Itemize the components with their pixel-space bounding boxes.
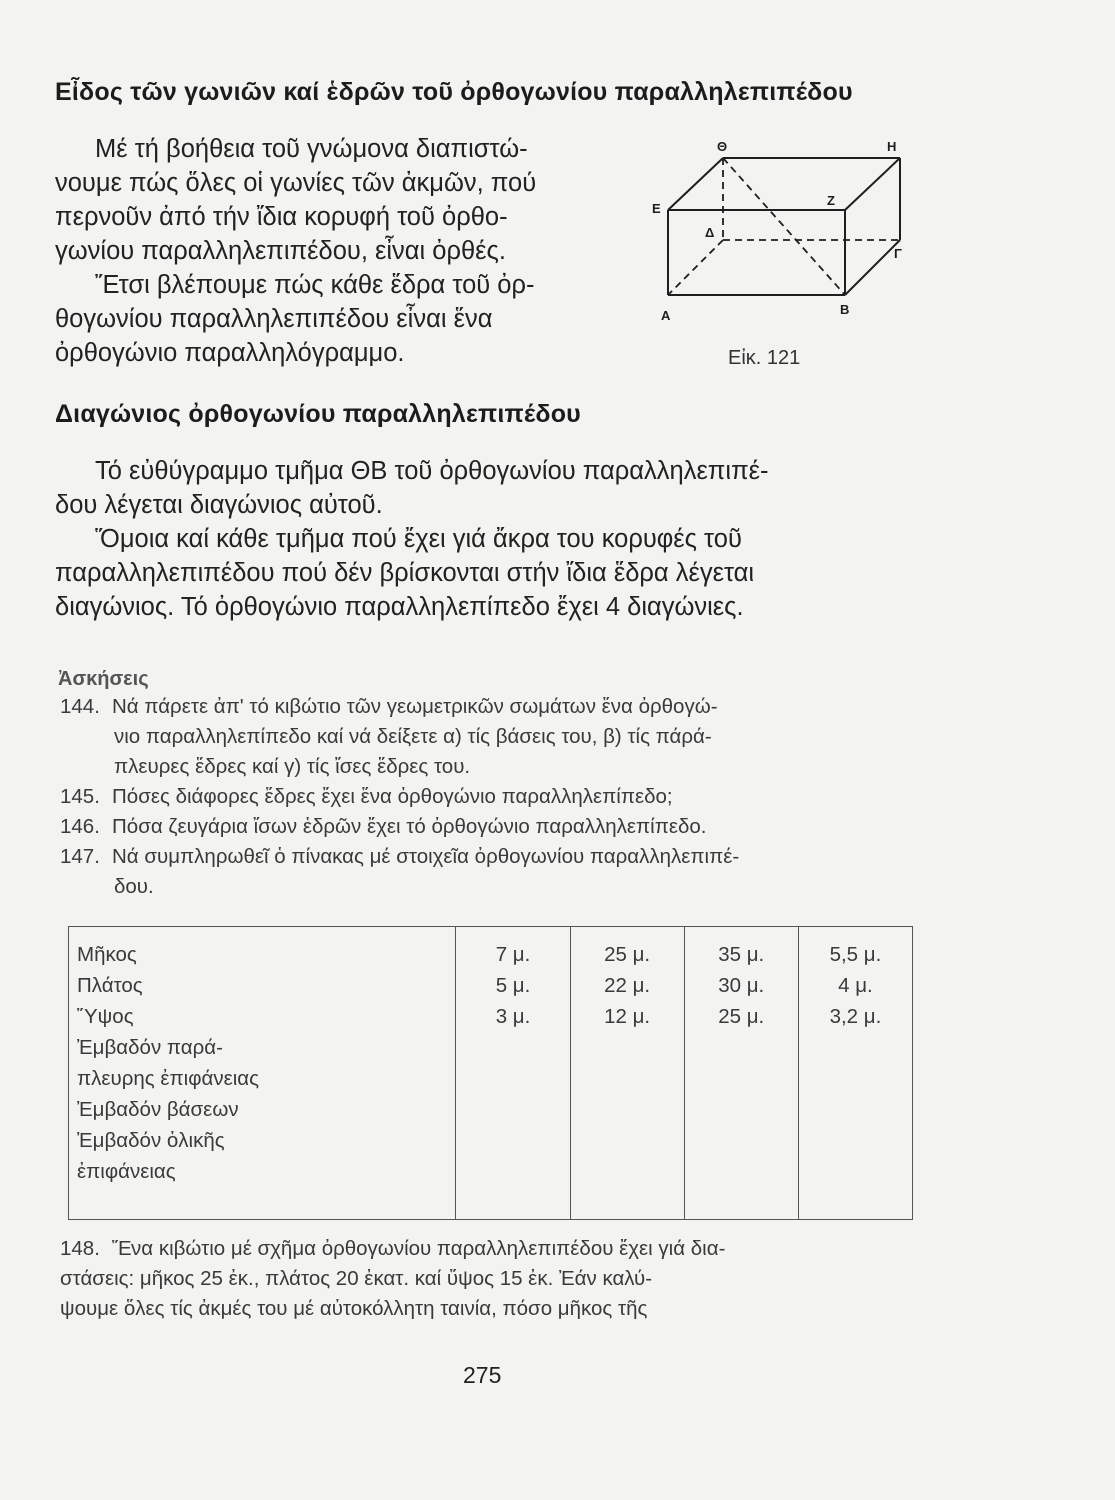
row-label: Μῆκος xyxy=(77,943,137,966)
table-cell: 3,2 μ. xyxy=(829,1005,882,1028)
text-line: διαγώνιος. Τό ὀρθογώνιο παραλληλεπίπεδο ἔχει 4 διαγώνιες. xyxy=(55,593,744,621)
table-cell: 7 μ. xyxy=(495,943,531,966)
exercise-text: Νά πάρετε ἀπ' τό κιβώτιο τῶν γεωμετρικῶν σωμάτων ἕνα ὀρθογώ- xyxy=(112,695,718,718)
edge-GB xyxy=(845,240,900,295)
exercise-item xyxy=(60,782,920,812)
edge-HZ xyxy=(845,158,900,210)
label-TH: Θ xyxy=(717,139,728,154)
diagonal-THB xyxy=(723,158,845,295)
exercise-item xyxy=(60,842,920,902)
exercise-text: Πόσα ζευγάρια ἴσων ἑδρῶν ἔχει τό ὀρθογώνιο παραλληλεπίπεδο. xyxy=(112,815,707,838)
section-heading-diagonal: Διαγώνιος ὀρθογωνίου παραλληλεπιπέδου xyxy=(55,400,581,428)
figure-caption: Εἰκ. 121 xyxy=(728,347,801,369)
diagonal-paragraph xyxy=(55,454,915,624)
exercise-text: πλευρες ἕδρες καί γ) τίς ἴσες ἕδρες του. xyxy=(114,755,471,778)
table-column xyxy=(684,927,798,1220)
label-D: Δ xyxy=(705,225,715,240)
hidden-edge-DA xyxy=(668,240,723,295)
label-H: Η xyxy=(887,139,897,154)
exercises-title: Ἀσκήσεις xyxy=(58,668,149,690)
table-cell: 5 μ. xyxy=(495,974,531,997)
row-label: Ἐμβαδόν παρά- xyxy=(77,1036,223,1059)
text-line: Ὅμοια καί κάθε τμῆμα πού ἔχει γιά ἄκρα του κορυφές τοῦ xyxy=(95,525,742,553)
text-line: γωνίου παραλληλεπιπέδου, εἶναι ὀρθές. xyxy=(55,237,506,265)
exercise-text: Νά συμπληρωθεῖ ὁ πίνακας μέ στοιχεῖα ὀρθογωνίου παραλληλεπιπέ- xyxy=(112,845,740,868)
table-column xyxy=(456,927,570,1220)
exercise-text: στάσεις: μῆκος 25 ἐκ., πλάτος 20 ἐκατ. καί ὕψος 15 ἐκ. Ἐάν καλύ- xyxy=(60,1267,653,1290)
label-E: Ε xyxy=(652,201,661,216)
text-line: νουμε πώς ὅλες οἱ γωνίες τῶν ἀκμῶν, πού xyxy=(55,169,537,197)
exercise-text: νιο παραλληλεπίπεδο καί νά δείξετε α) τίς βάσεις του, β) τίς πάρά- xyxy=(114,725,712,748)
table-cell: 12 μ. xyxy=(604,1005,651,1028)
row-labels-cell xyxy=(69,927,456,1220)
table-cell: 25 μ. xyxy=(718,1005,765,1028)
exercise-number: 148. xyxy=(60,1237,100,1260)
label-Z: Ζ xyxy=(827,193,835,208)
table-cell: 25 μ. xyxy=(604,943,651,966)
page-number: 275 xyxy=(463,1362,502,1388)
table-cell: 22 μ. xyxy=(604,974,651,997)
table-cell: 35 μ. xyxy=(718,943,765,966)
exercise-item xyxy=(60,1234,920,1324)
row-label: ἐπιφάνειας xyxy=(77,1160,176,1183)
edge-ETH xyxy=(668,158,723,210)
exercise-list xyxy=(60,692,920,902)
exercise-item xyxy=(60,692,920,782)
text-line: Τό εὐθύγραμμο τμῆμα ΘΒ τοῦ ὀρθογωνίου παραλληλεπιπέ- xyxy=(95,457,769,485)
exercise-number: 147. xyxy=(60,845,100,868)
text-line: παραλληλεπιπέδου πού δέν βρίσκονται στήν ἴδια ἕδρα λέγεται xyxy=(55,559,755,587)
table-cell: 4 μ. xyxy=(838,974,873,997)
table-cell: 3 μ. xyxy=(495,1005,531,1028)
text-line: θογωνίου παραλληλεπιπέδου εἶναι ἕνα xyxy=(55,305,493,333)
exercise-item xyxy=(60,812,920,842)
exercise-text: Ἕνα κιβώτιο μέ σχῆμα ὀρθογωνίου παραλληλεπιπέδου ἔχει γιά δια- xyxy=(112,1237,726,1260)
row-label: πλευρης ἐπιφάνειας xyxy=(77,1067,260,1090)
exercise-text: ψουμε ὅλες τίς ἀκμές του μέ αὐτοκόλλητη ταινία, πόσο μῆκος τῆς xyxy=(60,1297,648,1320)
table-column xyxy=(570,927,684,1220)
row-label: Πλάτος xyxy=(77,974,143,997)
exercise-line xyxy=(60,1234,920,1264)
table-cell: 30 μ. xyxy=(718,974,765,997)
row-label: Ἐμβαδόν βάσεων xyxy=(77,1098,239,1121)
label-G: Γ xyxy=(894,246,902,261)
exercise-number: 144. xyxy=(60,695,100,718)
exercise-number: 146. xyxy=(60,815,100,838)
text-line: Μέ τή βοήθεια τοῦ γνώμονα διαπιστώ- xyxy=(95,135,528,163)
row-label: Ἐμβαδόν ὁλικῆς xyxy=(77,1129,225,1152)
table-cell: 5,5 μ. xyxy=(829,943,882,966)
exercise-text: Πόσες διάφορες ἕδρες ἔχει ἕνα ὀρθογώνιο παραλληλεπίπεδο; xyxy=(112,785,673,808)
text-line: δου λέγεται διαγώνιος αὐτοῦ. xyxy=(55,491,383,519)
label-B: Β xyxy=(840,302,850,317)
cuboid-figure xyxy=(650,130,920,380)
label-A: Α xyxy=(661,308,671,323)
section-heading-angles-faces: Εἶδος τῶν γωνιῶν καί ἑδρῶν τοῦ ὀρθογωνίου παραλληλεπιπέδου xyxy=(55,78,853,106)
text-line: περνοῦν ἀπό τήν ἴδια κορυφή τοῦ ὀρθο- xyxy=(55,203,508,231)
cuboid-diagram xyxy=(650,130,920,380)
table-column xyxy=(798,927,912,1220)
exercise-number: 145. xyxy=(60,785,100,808)
row-label: Ὕψος xyxy=(77,1005,134,1028)
exercise-text: δου. xyxy=(114,875,154,898)
text-line: ὀρθογώνιο παραλληλόγραμμο. xyxy=(55,339,405,367)
text-line: Ἔτσι βλέπουμε πώς κάθε ἕδρα τοῦ ὀρ- xyxy=(95,271,535,299)
dimensions-table xyxy=(68,926,913,1220)
intro-paragraph xyxy=(55,132,625,370)
